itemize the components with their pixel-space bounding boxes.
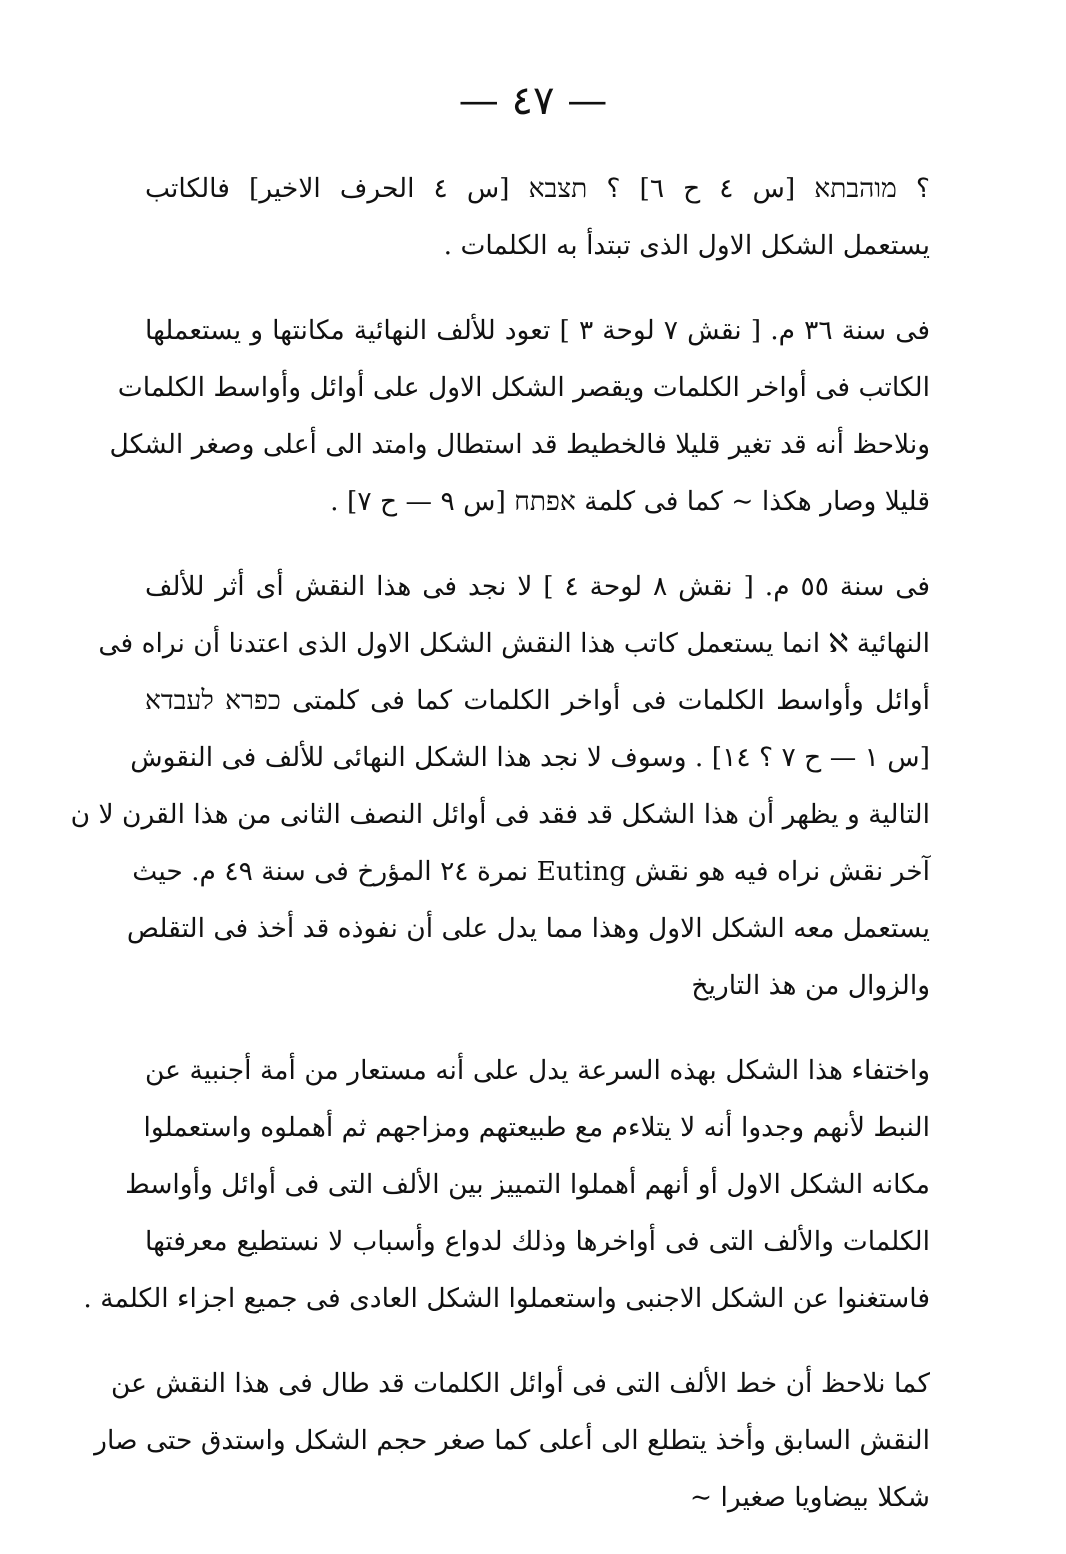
text-line: النهائية ℵ انما يستعمل كاتب هذا النقش الشكل الاول الذى اعتدنا أن نراه فى bbox=[98, 628, 930, 659]
text-line: يستعمل الشكل الاول الذى تبتدأ به الكلمات . bbox=[443, 230, 930, 261]
text-line: الكاتب فى أواخر الكلمات ويقصر الشكل الاول على أوائل وأواسط الكلمات bbox=[117, 372, 930, 403]
text-line: شكلا بيضاويا صغيرا ∽ bbox=[689, 1482, 930, 1513]
text-line: آخر نقش نراه فيه هو نقش Euting نمرة ٢٤ المؤرخ فى سنة ٤٩ م. حيث bbox=[132, 856, 930, 887]
text-line: فى سنة ٥٥ م. [ نقش ٨ لوحة ٤ ] لا نجد فى هذا النقش أى أثر للألف bbox=[145, 571, 930, 602]
paragraph-2 bbox=[109, 302, 930, 530]
text-line: التالية و يظهر أن هذا الشكل قد فقد فى أوائل النصف الثانى من هذا القرن لا ن bbox=[70, 799, 930, 830]
text-line: والزوال من هذ التاريخ bbox=[691, 970, 930, 1001]
text-line: [س ١ — ح ٧ ؟ ١٤] . وسوف لا نجد هذا الشكل النهائى للألف فى النقوش bbox=[130, 742, 930, 773]
paragraph-4 bbox=[83, 1042, 930, 1327]
text-line: يستعمل معه الشكل الاول وهذا مما يدل على أن نفوذه قد أخذ فى التقلص bbox=[126, 913, 930, 944]
page-body bbox=[70, 160, 930, 1554]
text-line: ؟ מוהבתא [س ٤ ح ٦] ؟ תצבא [س ٤ الحرف الاخير] فالكاتب bbox=[145, 173, 930, 204]
paragraph-5 bbox=[94, 1355, 930, 1526]
text-line: النقش السابق وأخذ يتطلع الى أعلى كما صغر حجم الشكل واستدق حتى صار bbox=[94, 1425, 930, 1456]
text-line: ونلاحظ أنه قد تغير قليلا فالخطيط قد استطال وامتد الى أعلى وصغر الشكل bbox=[109, 429, 930, 460]
text-line: واختفاء هذا الشكل بهذه السرعة يدل على أنه مستعار من أمة أجنبية عن bbox=[145, 1055, 930, 1086]
text-line: قليلا وصار هكذا ∽ كما فى كلمة אפתח [س ٩ — ح ٧] . bbox=[330, 486, 930, 517]
paragraph-1 bbox=[145, 160, 930, 274]
text-line: فاستغنوا عن الشكل الاجنبى واستعملوا الشكل العادى فى جميع اجزاء الكلمة . bbox=[83, 1283, 930, 1314]
text-line: النبط لأنهم وجدوا أنه لا يتلاءم مع طبيعتهم ومزاجهم ثم أهملوه واستعملوا bbox=[143, 1112, 930, 1143]
text-line: الكلمات والألف التى فى أواخرها وذلك لدواع وأسباب لا نستطيع معرفتها bbox=[145, 1226, 930, 1257]
paragraph-3 bbox=[70, 558, 930, 1014]
text-line: فى سنة ٣٦ م. [ نقش ٧ لوحة ٣ ] تعود للألف النهائية مكانتها و يستعملها bbox=[145, 315, 930, 346]
text-line: مكانه الشكل الاول أو أنهم أهملوا التمييز بين الألف التى فى أوائل وأواسط bbox=[125, 1169, 930, 1200]
text-line: كما نلاحظ أن خط الألف التى فى أوائل الكلمات قد طال فى هذا النقش عن bbox=[110, 1368, 930, 1399]
page-number: — ٤٧ — bbox=[458, 78, 608, 124]
text-line: أوائل وأواسط الكلمات فى أواخر الكلمات كما فى كلمتى כפרא לעבדא bbox=[145, 685, 930, 716]
